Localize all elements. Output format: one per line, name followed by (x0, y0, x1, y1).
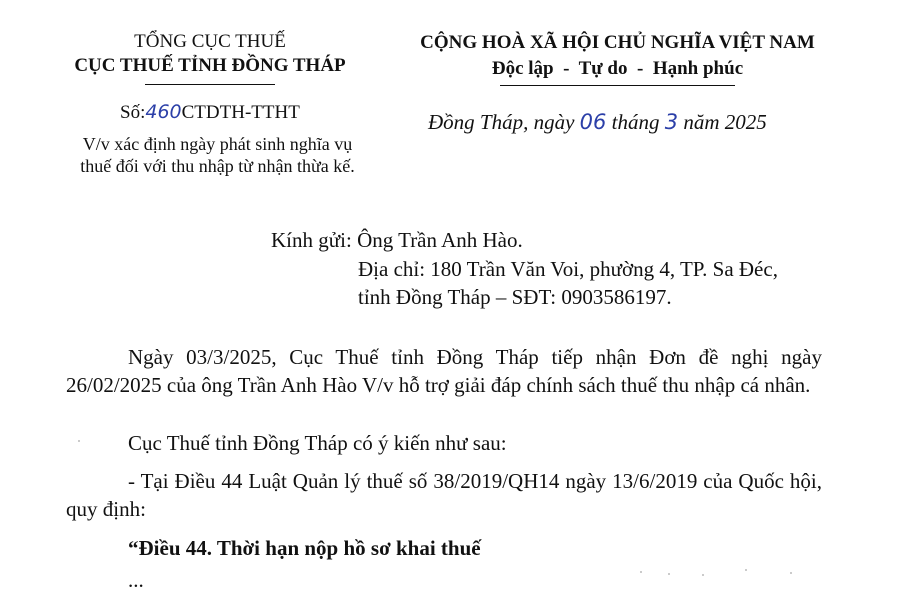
paragraph-3: - Tại Điều 44 Luật Quản lý thuế số 38/2019/QH14 ngày 13/6/2019 của Quốc hội, quy định: (66, 469, 822, 521)
scan-speck (640, 571, 642, 573)
doc-number-suffix: CTDTH-TTHT (181, 102, 300, 123)
recipient-name: Ông Trần Anh Hào. (357, 228, 523, 252)
scan-speck (790, 572, 792, 574)
recipient-address-2: tỉnh Đồng Tháp – SĐT: 0903586197. (358, 285, 672, 309)
doc-number-prefix: Số: (120, 102, 146, 123)
date-month-label: tháng (611, 110, 660, 134)
agency-parent: TỔNG CỤC THUẾ (134, 31, 286, 52)
scan-speck (78, 440, 80, 442)
paragraph-1: Ngày 03/3/2025, Cục Thuế tỉnh Đồng Tháp tiếp nhận Đơn đề nghị ngày 26/02/2025 của ông Trần Anh Hào V/v hỗ trợ giải đáp chính sách thuế thu nhập cá nhân. (66, 345, 822, 397)
agency-name: CỤC THUẾ TỈNH ĐỒNG THÁP (74, 55, 346, 76)
scan-speck (702, 574, 704, 576)
recipient-label: Kính gửi: (271, 228, 352, 252)
agency-underline (145, 84, 275, 85)
paragraph-5: ... (128, 568, 144, 592)
national-motto: Độc lập - Tự do - Hạnh phúc (491, 58, 744, 79)
paragraph-4: “Điều 44. Thời hạn nộp hồ sơ khai thuế (128, 536, 481, 560)
date-month: 3 (664, 110, 679, 134)
recipient-address-1: Địa chỉ: 180 Trần Văn Voi, phường 4, TP. Sa Đéc, (358, 257, 778, 281)
country-name: CỘNG HOÀ XÃ HỘI CHỦ NGHĨA VIỆT NAM (420, 32, 815, 53)
header-right (395, 30, 840, 82)
header-left (40, 30, 380, 78)
scan-speck (668, 573, 670, 575)
motto-underline (500, 85, 735, 86)
recipient-line (271, 226, 523, 254)
date-day: 06 (579, 110, 607, 134)
document-subject: V/v xác định ngày phát sinh nghĩa vụ thuế đối với thu nhập từ nhận thừa kế. (80, 134, 355, 176)
doc-number-handwritten: 460 (145, 101, 182, 123)
document-number (120, 100, 380, 125)
scan-speck (745, 569, 747, 571)
date-place: Đồng Tháp, ngày (428, 110, 575, 134)
paragraph-2: Cục Thuế tỉnh Đồng Tháp có ý kiến như sau: (128, 431, 507, 455)
date-line (428, 108, 848, 136)
date-year: năm 2025 (683, 110, 767, 134)
